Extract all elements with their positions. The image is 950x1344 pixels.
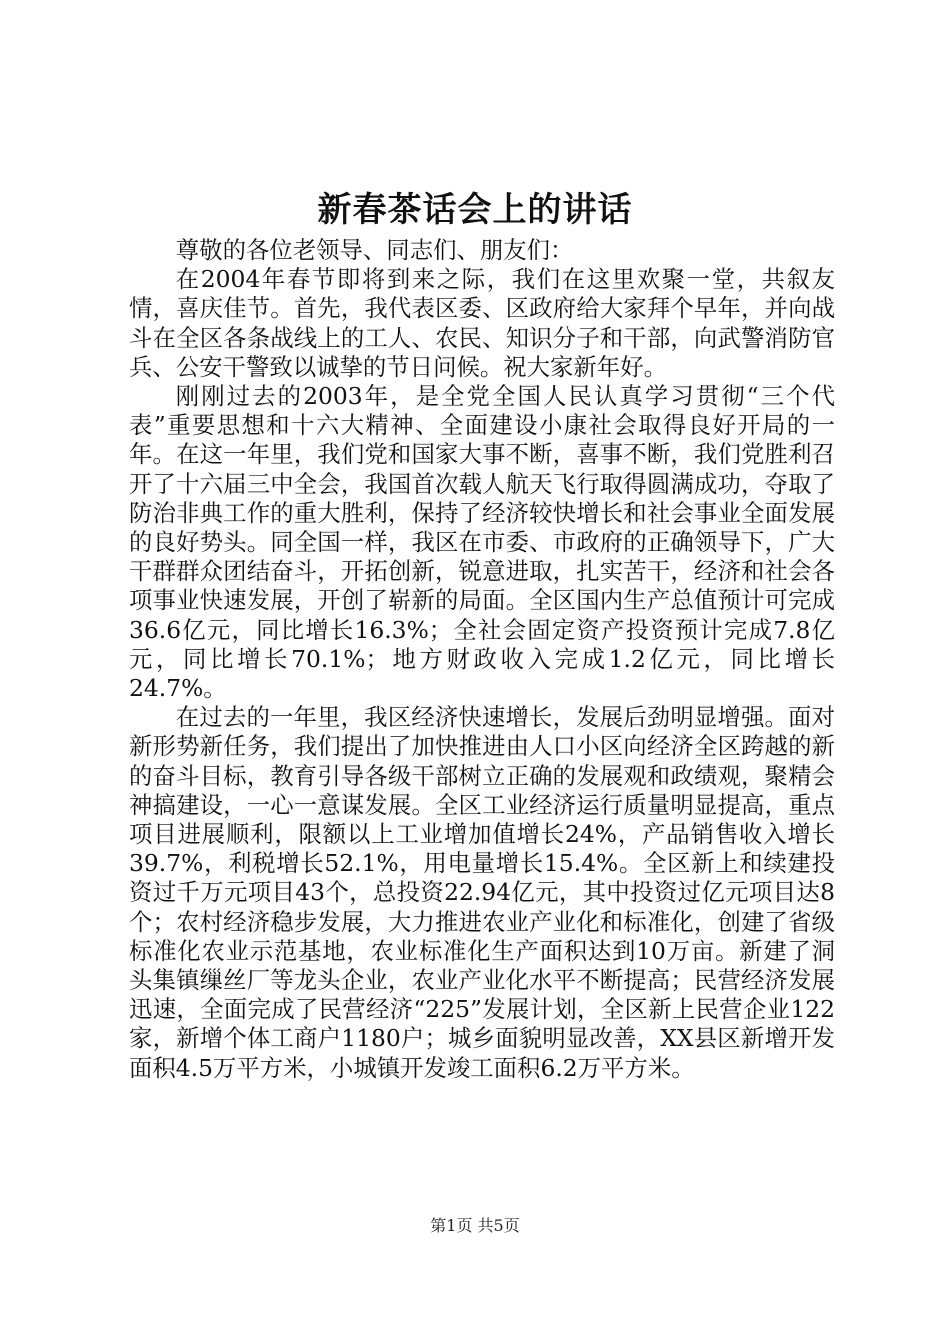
salutation-paragraph: 尊敬的各位老领导、同志们、朋友们： <box>175 236 574 264</box>
document-title: 新春茶话会上的讲话 <box>317 190 633 230</box>
body-paragraph: 刚刚过去的2003年，是全党全国人民认真学习贯彻“三个代表”重要思想和十六大精神、全面建设小康社会取得良好开局的一年。在这一年里，我们党和国家大事不断，喜事不断，我们党胜利召开了十六届三中全会，我国首次载人航天飞行取得圆满成功，夺取了防治非典工作的重大胜利，保持了经济较快增长和社会事业全面发展的良好势头。同全国一样，我区在市委、市政府的正确领导下，广大干群群众团结奋斗，开拓创新，锐意进取，扎实苦干，经济和社会各项事业快速发展，开创了崭新的局面。全区国内生产总值预计可完成36.6亿元，同比增长16.3%；全社会固定资产投资预计完成7.8亿元，同比增长70.1%；地方财政收入完成1.2亿元，同比增长24.7%。 <box>129 382 835 703</box>
body-paragraph: 在过去的一年里，我区经济快速增长，发展后劲明显增强。面对新形势新任务，我们提出了加快推进由人口小区向经济全区跨越的新的奋斗目标，教育引导各级干部树立正确的发展观和政绩观，聚精会神搞建设，一心一意谋发展。全区工业经济运行质量明显提高，重点项目进展顺利，限额以上工业增加值增长24%，产品销售收入增长39.7%，利税增长52.1%，用电量增长15.4%。全区新上和续建投资过千万元项目43个，总投资22.94亿元，其中投资过亿元项目达8个；农村经济稳步发展，大力推进农业产业化和标准化，创建了省级标准化农业示范基地，农业标准化生产面积达到10万亩。新建了洞头集镇缫丝厂等龙头企业，农业产业化水平不断提高；民营经济发展迅速，全面完成了民营经济“225”发展计划，全区新上民营企业122家，新增个体工商户1180户；城乡面貌明显改善，XX县区新增开发面积4.5万平方米，小城镇开发竣工面积6.2万平方米。 <box>129 703 835 1082</box>
body-paragraph: 在2004年春节即将到来之际，我们在这里欢聚一堂，共叙友情，喜庆佳节。首先，我代表区委、区政府给大家拜个早年，并向战斗在全区各条战线上的工人、农民、知识分子和干部，向武警消防官兵、公安干警致以诚挚的节日问候。祝大家新年好。 <box>129 265 835 381</box>
document-body <box>129 236 835 1083</box>
page-number-footer: 第1页 共5页 <box>430 1216 520 1235</box>
